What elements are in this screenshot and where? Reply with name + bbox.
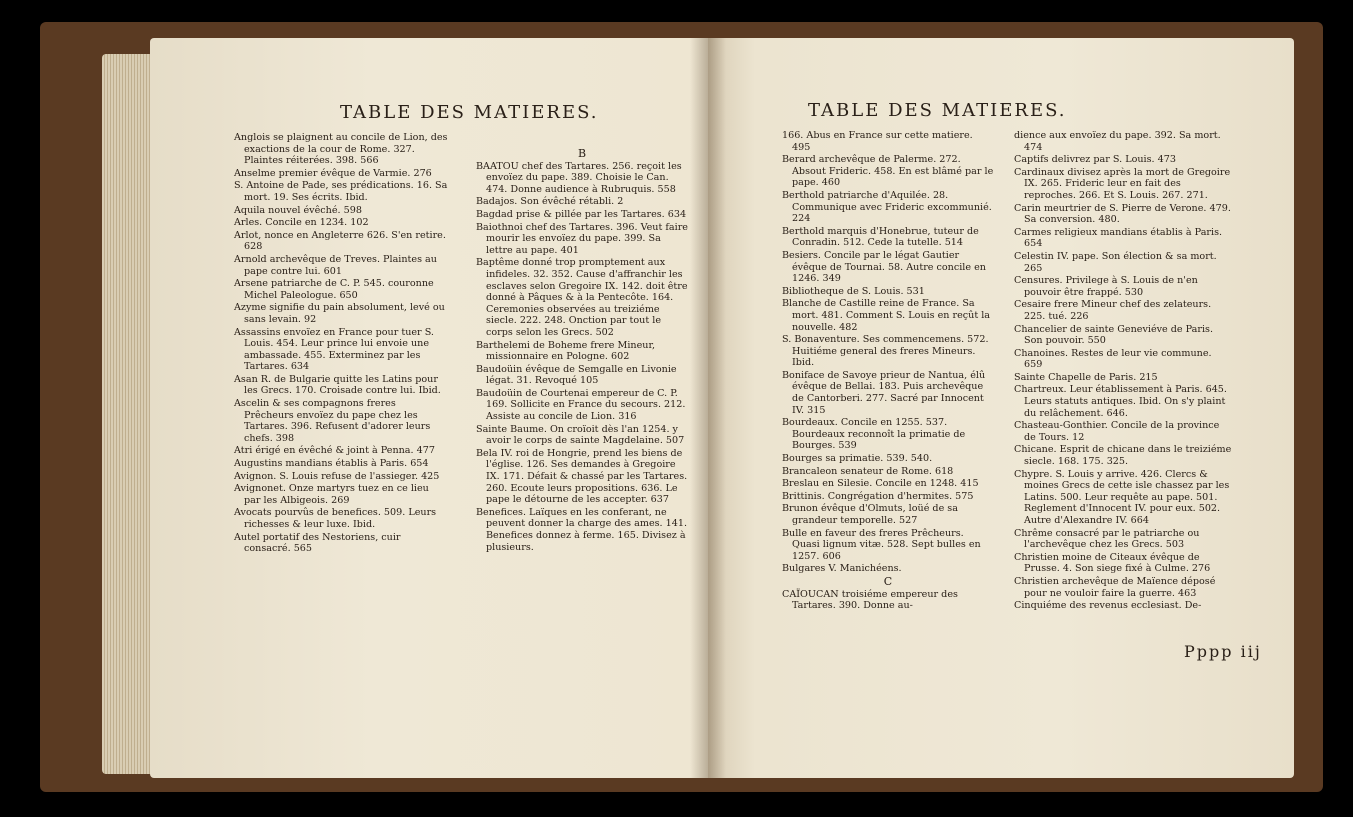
index-entry: Baudoüin de Courtenai empereur de C. P. 169. Sollicite en France du secours. 212. Assiste au concile de Lion. 316 xyxy=(476,387,686,423)
index-entry: Autel portatif des Nestoriens, cuir consacré. 565 xyxy=(234,531,401,555)
right-page xyxy=(708,38,1294,778)
section-letter-c: C xyxy=(883,574,893,588)
index-entry: Brunon évêque d'Olmuts, loüé de sa grandeur temporelle. 527 xyxy=(782,503,958,526)
index-entry: Besiers. Concile par le légat Gautier évêque de Tournai. 58. Autre concile en 1246. 349 xyxy=(782,249,986,285)
index-entry: dience aux envoïez du pape. 392. Sa mort. 474 xyxy=(1014,130,1221,153)
index-entry: Arlot, nonce en Angleterre 626. S'en retire. 628 xyxy=(234,229,446,253)
index-entry: Arsene patriarche de C. P. 545. couronne Michel Paleologue. 650 xyxy=(234,278,434,301)
index-entry: Captifs delivrez par S. Louis. 473 xyxy=(1014,154,1176,166)
index-entry: Christien moine de Citeaux évêque de Prusse. 4. Son siege fixé à Culme. 276 xyxy=(1014,551,1211,575)
index-entry: Atri érigé en évêché & joint à Penna. 477 xyxy=(234,445,435,457)
index-entry: Sainte Baume. On croïoit dès l'an 1254. y avoir le corps de sainte Magdelaine. 507 xyxy=(476,423,685,447)
right-column-2 xyxy=(1014,130,1232,613)
left-column-1 xyxy=(234,132,448,556)
index-entry: Bela IV. roi de Hongrie, prend les biens de l'église. 126. Ses demandes à Gregoire IX. 171. Défait & chassé par les Tartares. 260. Ecoute leurs propositions. 636. Le pape le détourne de les accepter. 637 xyxy=(476,447,688,506)
index-entry: Baptême donné trop promptement aux infideles. 32. 352. Cause d'affranchir les esclaves selon Gregoire IX. 142. doit être donné à Pâques & à la Pentecôte. 164. Ceremonies observées au treiziéme siecle. 222. 248. Onction par tout le corps selon les Grecs. 502 xyxy=(476,257,688,338)
left-column-2 xyxy=(476,148,688,554)
index-entry: Breslau en Silesie. Concile en 1248. 415 xyxy=(782,478,979,490)
left-page xyxy=(150,38,708,778)
index-entry: Assassins envoïez en France pour tuer S. Louis. 454. Leur prince lui envoie une ambassade. 455. Exterminez par les Tartares. 634 xyxy=(234,326,434,373)
index-entry: Anselme premier évêque de Varmie. 276 xyxy=(234,167,432,179)
index-entry: Bulle en faveur des freres Prêcheurs. Quasi lignum vitæ. 528. Sept bulles en 1257. 606 xyxy=(782,527,981,562)
index-entry: Bibliotheque de S. Louis. 531 xyxy=(782,285,925,297)
index-entry: Censures. Privilege à S. Louis de n'en pouvoir être frappé. 530 xyxy=(1014,275,1198,298)
index-entry: S. Antoine de Pade, ses prédications. 16. Sa mort. 19. Ses écrits. Ibid. xyxy=(234,180,448,203)
signature-mark: Pppp iij xyxy=(1184,642,1262,661)
index-entry: Chasteau-Gonthier. Concile de la province de Tours. 12 xyxy=(1014,420,1220,443)
index-entry: CAÏOUCAN troisiéme empereur des Tartares. 390. Donne au- xyxy=(782,588,958,612)
index-entry: Bulgares V. Manichéens. xyxy=(782,563,902,575)
index-entry: Anglois se plaignent au concile de Lion, des exactions de la cour de Rome. 327. Plaintes réiterées. 398. 566 xyxy=(234,132,448,167)
index-entry: Ascelin & ses compagnons freres Prêcheurs envoïez du pape chez les Tartares. 396. Refusent d'adorer leurs chefs. 398 xyxy=(234,398,431,444)
index-entry: Christien archevêque de Maïence déposé pour ne vouloir faire la guerre. 463 xyxy=(1014,575,1216,599)
index-entry: Barthelemi de Boheme frere Mineur, missionnaire en Pologne. 602 xyxy=(476,339,656,363)
right-column-1 xyxy=(782,130,994,613)
index-entry: Cesaire frere Mineur chef des zelateurs. 225. tué. 226 xyxy=(1014,299,1212,322)
index-entry: Brittinis. Congrégation d'hermites. 575 xyxy=(782,490,974,502)
index-entry: Avignon. S. Louis refuse de l'assieger. 425 xyxy=(234,470,440,482)
index-entry: Carin meurtrier de S. Pierre de Verone. 479. Sa conversion. 480. xyxy=(1014,202,1231,226)
index-entry: Berard archevêque de Palerme. 272. Absout Frideric. 458. En est blâmé par le pape. 460 xyxy=(782,154,994,189)
index-entry: Chanoines. Restes de leur vie commune. 659 xyxy=(1014,347,1212,371)
index-entry: Boniface de Savoye prieur de Nantua, élû évêque de Bellai. 183. Puis archevêque de Cantorberi. 277. Sacré par Innocent IV. 315 xyxy=(782,369,986,416)
index-entry: Sainte Chapelle de Paris. 215 xyxy=(1014,371,1158,383)
index-entry: BAATOU chef des Tartares. 256. reçoit les envoïez du pape. 389. Choisie le Can. 474. Donne audience à Rubruquis. 558 xyxy=(476,160,682,195)
index-entry: Aquila nouvel évêché. 598 xyxy=(234,204,362,216)
left-running-head: TABLE DES MATIERES. xyxy=(340,102,599,123)
index-entry: Arles. Concile en 1234. 102 xyxy=(234,217,369,229)
index-entry: Celestin IV. pape. Son élection & sa mort. 265 xyxy=(1014,250,1217,274)
page-edges xyxy=(102,54,152,774)
index-entry: Avocats pourvûs de benefices. 509. Leurs richesses & leur luxe. Ibid. xyxy=(234,507,437,530)
index-entry: Chicane. Esprit de chicane dans le treiziéme siecle. 168. 175. 325. xyxy=(1014,444,1232,468)
index-entry: Chypre. S. Louis y arrive. 426. Clercs & moines Grecs de cette isle chassez par les Latins. 500. Leur requête au pape. 501. Reglement d'Innocent IV. pour eux. 502. Autre d'Alexandre IV. 664 xyxy=(1014,468,1230,526)
index-entry: Benefices. Laïques en les conferant, ne peuvent donner la charge des ames. 141. Benefices donnez à ferme. 165. Divisez à plusieurs. xyxy=(476,506,688,553)
right-running-head: TABLE DES MATIERES. xyxy=(808,100,1067,121)
index-entry: Chancelier de sainte Geneviéve de Paris. Son pouvoir. 550 xyxy=(1014,323,1214,347)
index-entry: Brancaleon senateur de Rome. 618 xyxy=(782,465,954,477)
index-entry: Augustins mandians établis à Paris. 654 xyxy=(234,458,429,470)
index-entry: Bagdad prise & pillée par les Tartares. 634 xyxy=(476,208,687,220)
index-entry: Avignonet. Onze martyrs tuez en ce lieu par les Albigeois. 269 xyxy=(234,483,429,506)
book xyxy=(40,22,1323,792)
index-entry: Baiothnoi chef des Tartares. 396. Veut faire mourir les envoïez du pape. 399. Sa lettre au pape. 401 xyxy=(476,221,688,256)
index-entry: Asan R. de Bulgarie quitte les Latins pour les Grecs. 170. Croisade contre lui. Ibid. xyxy=(234,373,441,397)
index-entry: S. Bonaventure. Ses commencemens. 572. Huitiéme general des freres Mineurs. Ibid. xyxy=(782,334,989,369)
index-entry: Chrême consacré par le patriarche ou l'archevêque chez les Grecs. 503 xyxy=(1014,527,1200,551)
index-entry: 166. Abus en France sur cette matiere. 495 xyxy=(782,130,973,153)
index-entry: Azyme signifie du pain absolument, levé ou sans levain. 92 xyxy=(234,302,445,325)
section-letter-b: B xyxy=(577,147,587,160)
index-entry: Cardinaux divisez après la mort de Gregoire IX. 265. Frideric leur en fait des reproches. 266. Et S. Louis. 267. 271. xyxy=(1014,166,1231,201)
index-entry: Cinquiéme des revenus ecclesiast. De- xyxy=(1014,600,1202,612)
index-entry: Badajos. Son évêché rétabli. 2 xyxy=(476,196,624,208)
index-entry: Baudoüin évêque de Semgalle en Livonie légat. 31. Revoqué 105 xyxy=(476,363,677,387)
index-entry: Arnold archevêque de Treves. Plaintes au pape contre lui. 601 xyxy=(234,253,437,277)
index-entry: Chartreux. Leur établissement à Paris. 645. Leurs statuts antiques. Ibid. On s'y plaint du relâchement. 646. xyxy=(1014,384,1227,419)
index-entry: Carmes religieux mandians établis à Paris. 654 xyxy=(1014,226,1223,250)
index-entry: Berthold marquis d'Honebrue, tuteur de Conradin. 512. Cede la tutelle. 514 xyxy=(782,225,979,249)
index-entry: Bourdeaux. Concile en 1255. 537. Bourdeaux reconnoît la primatie de Bourges. 539 xyxy=(782,417,966,452)
index-entry: Blanche de Castille reine de France. Sa mort. 481. Comment S. Louis en reçût la nouvelle. 482 xyxy=(782,298,991,333)
index-entry: Bourges sa primatie. 539. 540. xyxy=(782,453,933,465)
gutter xyxy=(690,38,726,778)
index-entry: Berthold patriarche d'Aquilée. 28. Communique avec Frideric excommunié. 224 xyxy=(782,189,992,225)
